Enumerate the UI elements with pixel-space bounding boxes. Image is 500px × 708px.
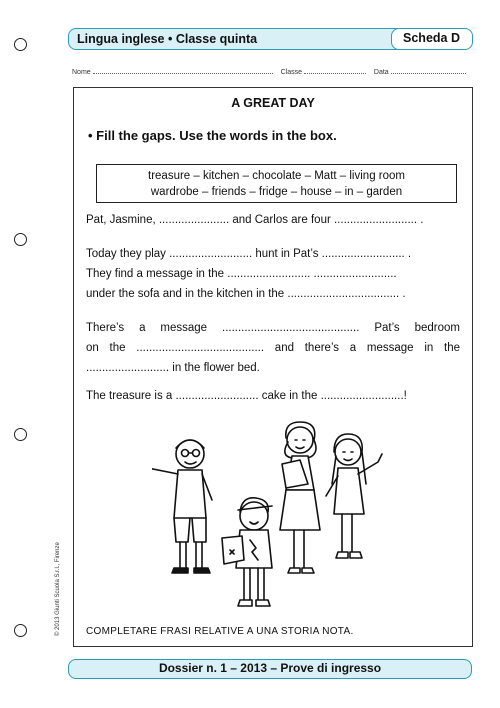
binder-hole bbox=[14, 233, 27, 246]
student-fields bbox=[72, 68, 472, 76]
exercise-title: A GREAT DAY bbox=[231, 96, 315, 110]
gap-line[interactable]: There’s a message ........................................... Pat’s bedroom bbox=[86, 322, 460, 334]
gap-line[interactable]: Today they play .......................... hunt in Pat’s .......................... . bbox=[86, 248, 412, 260]
gap-line[interactable]: under the sofa and in the kitchen in the ................................... . bbox=[86, 288, 406, 300]
word-box-line: treasure – kitchen – chocolate – Matt – living room bbox=[148, 170, 405, 182]
exercise-caption: COMPLETARE FRASI RELATIVE A UNA STORIA NOTA. bbox=[86, 626, 354, 637]
gap-line[interactable]: .......................... in the flower bed. bbox=[86, 362, 260, 374]
boy-map-figure bbox=[222, 498, 272, 606]
gap-paragraph-2 bbox=[86, 244, 460, 304]
gap-paragraph-1 bbox=[86, 210, 460, 230]
class-label: Classe bbox=[280, 69, 302, 76]
gap-line[interactable]: on the ........................................ and there’s a message in the bbox=[86, 342, 460, 354]
kids-illustration bbox=[152, 418, 392, 618]
exercise-frame bbox=[73, 87, 473, 647]
header-bar bbox=[68, 28, 472, 50]
boy-pointing-figure bbox=[152, 440, 212, 573]
copyright-note: © 2013 Giunti Scuola S.r.l., Firenze bbox=[55, 542, 61, 636]
word-box bbox=[96, 164, 457, 203]
date-label: Data bbox=[373, 69, 389, 76]
gap-paragraph-3 bbox=[86, 318, 460, 378]
binder-hole bbox=[14, 38, 27, 51]
girl-longhair-figure bbox=[326, 434, 382, 558]
girl-curly-figure bbox=[280, 422, 320, 573]
exercise-instruction: • Fill the gaps. Use the words in the box. bbox=[88, 128, 337, 143]
footer-bar: Dossier n. 1 – 2013 – Prove di ingresso bbox=[68, 659, 472, 679]
name-label: Nome bbox=[72, 69, 91, 76]
gap-line[interactable]: The treasure is a .......................... cake in the ..........................! bbox=[86, 390, 407, 402]
gap-line[interactable]: They find a message in the .......................... .......................... bbox=[86, 268, 397, 280]
gap-line[interactable]: Pat, Jasmine, ...................... and Carlos are four .......................... . bbox=[86, 214, 424, 226]
name-field[interactable] bbox=[93, 68, 273, 74]
binder-hole bbox=[14, 428, 27, 441]
date-field[interactable] bbox=[391, 68, 466, 74]
gap-paragraph-4 bbox=[86, 386, 460, 406]
header-title: Lingua inglese • Classe quinta bbox=[77, 32, 258, 46]
binder-hole bbox=[14, 624, 27, 637]
scheda-tab: Scheda D bbox=[391, 28, 473, 50]
word-box-line: wardrobe – friends – fridge – house – in – garden bbox=[150, 186, 403, 198]
class-field[interactable] bbox=[304, 68, 366, 74]
